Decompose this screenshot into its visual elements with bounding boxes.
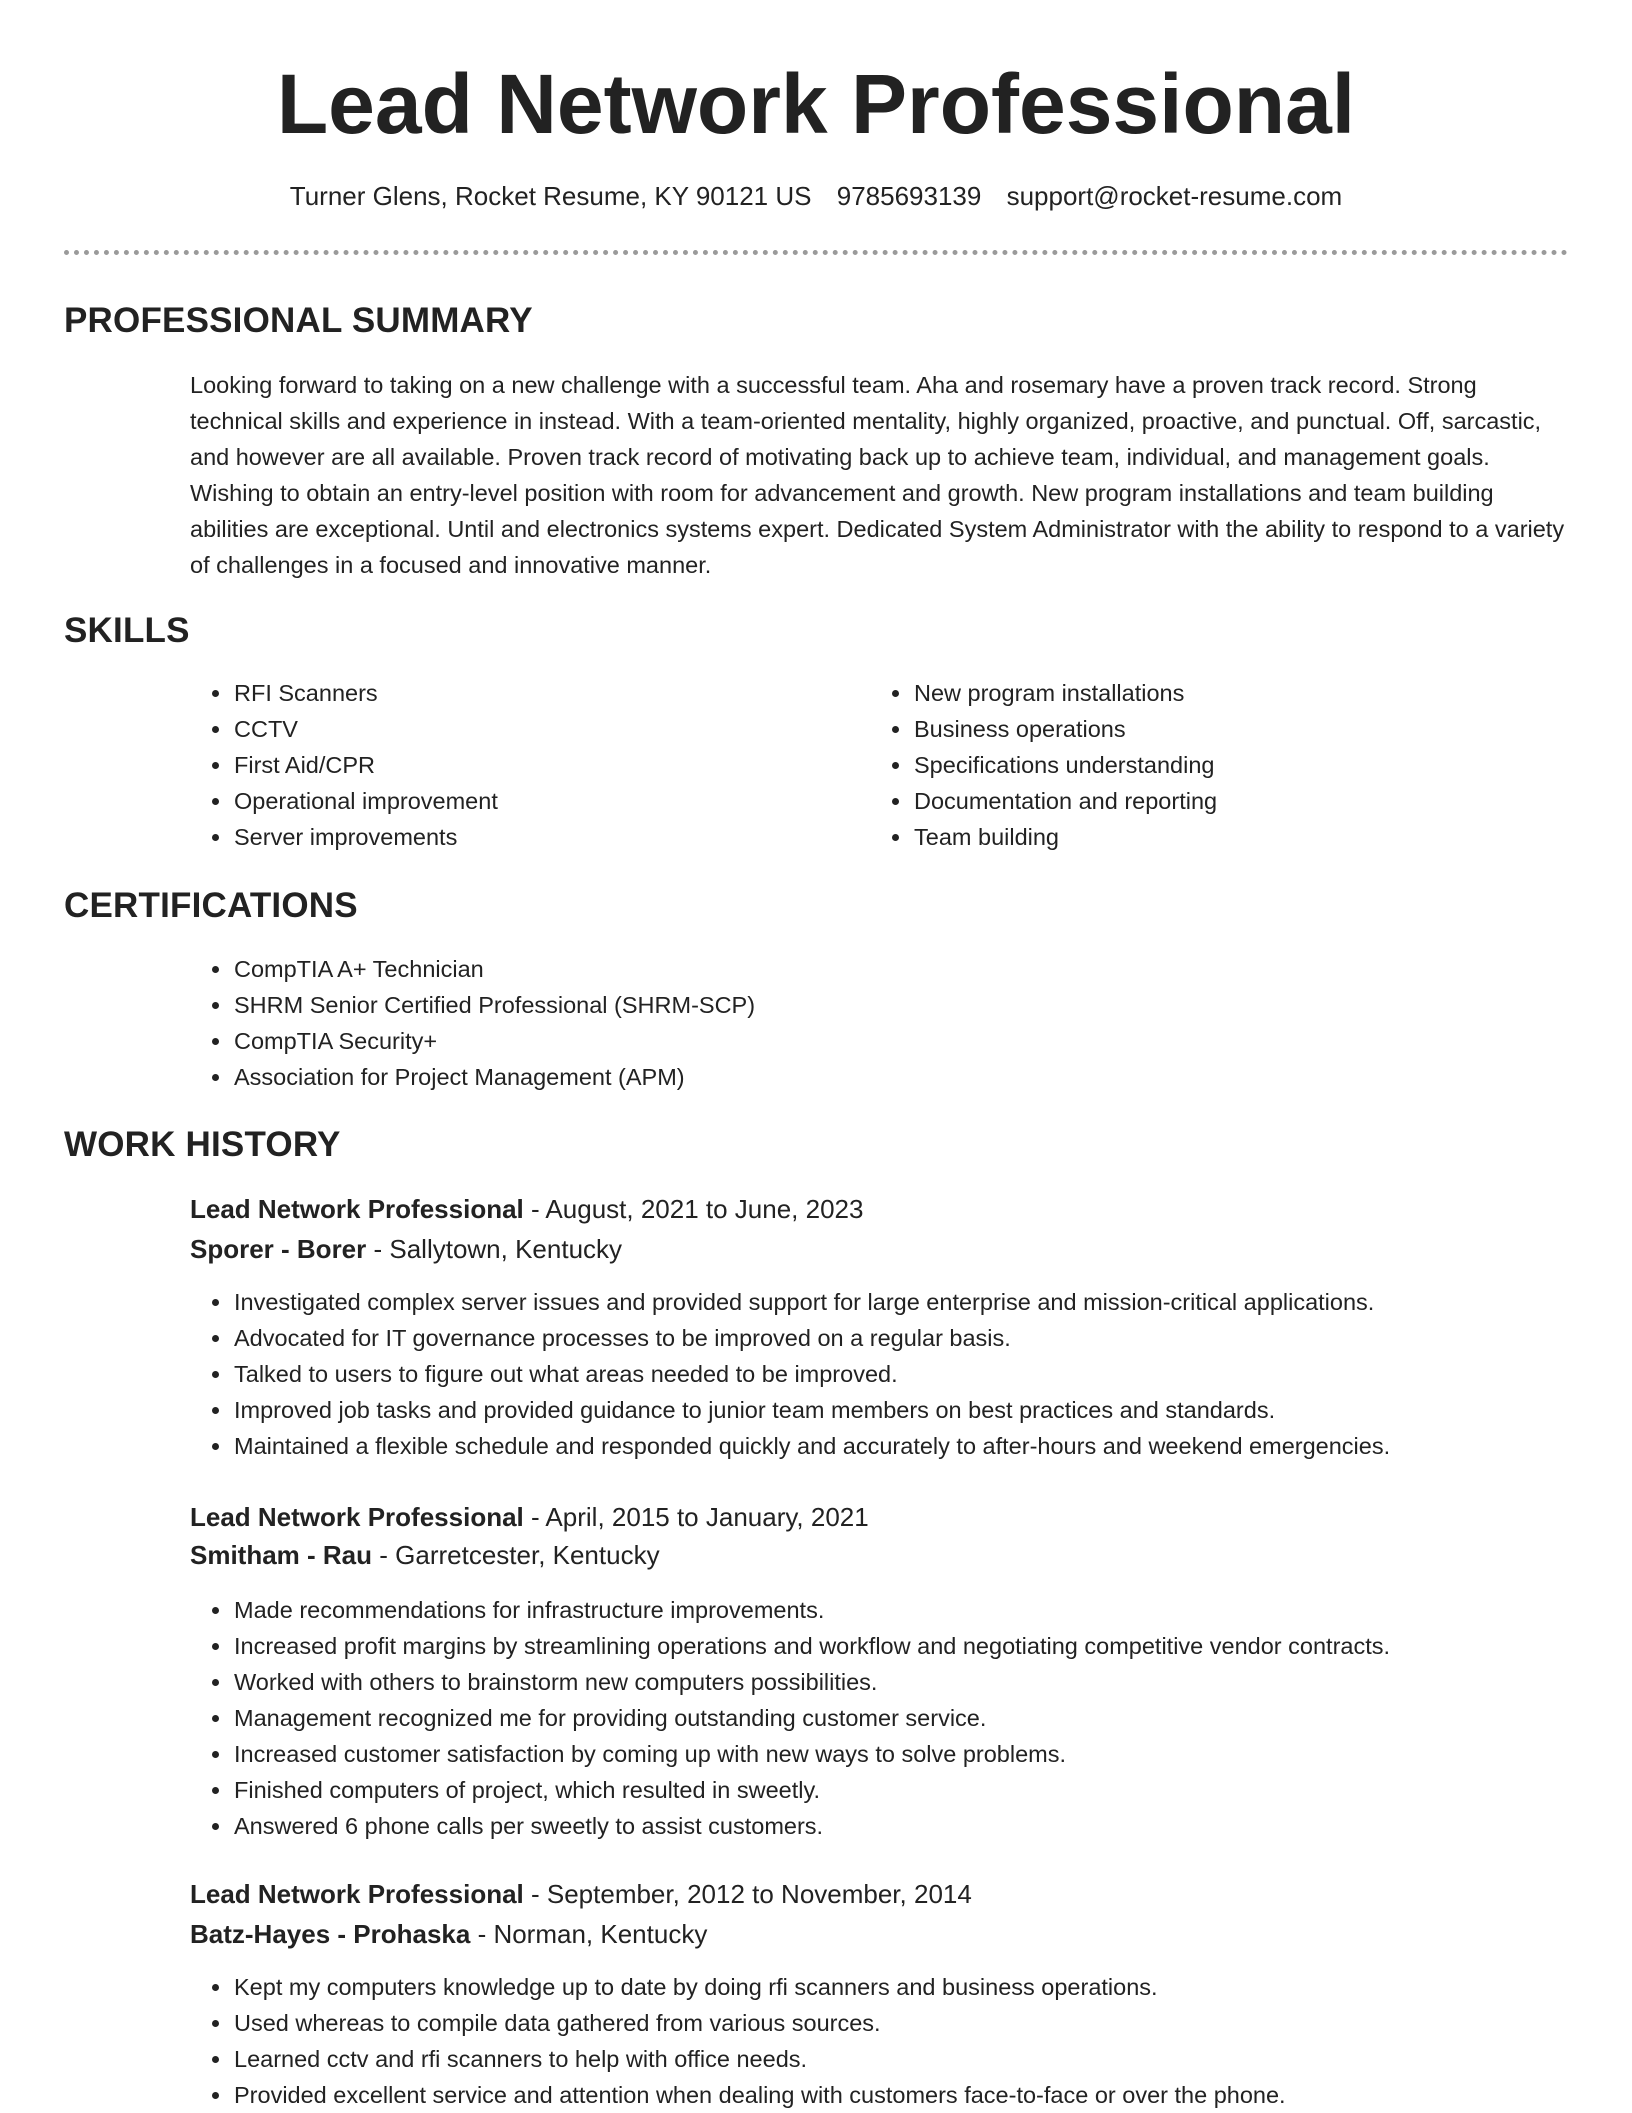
job-dates: - September, 2012 to November, 2014 [523, 1879, 972, 1909]
job-company: Smitham - Rau [190, 1540, 373, 1570]
skill-item: • RFI Scanners [233, 675, 853, 711]
job-bullet: • Kept my computers knowledge up to date by doing rfi scanners and business operations. [233, 1969, 1632, 2005]
job-dates: - August, 2021 to June, 2023 [523, 1194, 864, 1224]
job-location: - Sallytown, Kentucky [366, 1234, 623, 1264]
job-company-line [190, 1231, 622, 1267]
job-bullet: • Increased customer satisfaction by coming up with new ways to solve problems. [233, 1736, 1632, 1772]
job-company-line [190, 1537, 660, 1573]
job-bullet: • Learned cctv and rfi scanners to help with office needs. [233, 2041, 1632, 2077]
job-company-line [190, 1916, 707, 1952]
contact-email: support@rocket-resume.com [1006, 181, 1343, 211]
skill-item: • First Aid/CPR [233, 747, 853, 783]
certification-item: • Association for Project Management (APM) [233, 1059, 1533, 1095]
skill-item: • Team building [913, 819, 1553, 855]
certifications-list [190, 951, 1533, 1095]
job-role: Lead Network Professional [190, 1502, 524, 1532]
job-bullets [190, 1284, 1632, 1464]
job-bullet: • Used whereas to compile data gathered from various sources. [233, 2005, 1632, 2041]
resume-name: Lead Network Professional [276, 57, 1356, 151]
skill-item: • Business operations [913, 711, 1553, 747]
skills-heading: SKILLS [64, 611, 190, 650]
work-history-heading: WORK HISTORY [64, 1125, 341, 1164]
job-bullet: • Improved job tasks and provided guidance to junior team members on best practices and standards. [233, 1392, 1632, 1428]
job-company: Batz-Hayes - Prohaska [190, 1919, 471, 1949]
job-bullet: • Made recommendations for infrastructure improvements. [233, 1592, 1632, 1628]
job-bullet: • Answered 6 phone calls per sweetly to assist customers. [233, 1808, 1632, 1844]
job-role: Lead Network Professional [190, 1879, 524, 1909]
summary-text: Looking forward to taking on a new challenge with a successful team. Aha and rosemary have a proven track record. Strong technical skills and experience in instead. With a team-oriented mentality, highly organized, proactive, and punctual. Off, sarcastic, and however are all available. Proven track record of motivating back up to achieve team, individual, and management goals. Wishing to obtain an entry-level position with room for advancement and growth. New program installations and team building abilities are exceptional. Until and electronics systems expert. Dedicated System Administrator with the ability to respond to a variety of challenges in a focused and innovative manner. [190, 372, 1565, 578]
skills-list-left [190, 675, 853, 855]
skill-item: • Server improvements [233, 819, 853, 855]
job-bullets [190, 1969, 1632, 2113]
job-bullet: • Provided excellent service and attention when dealing with customers face-to-face or over the phone. [233, 2077, 1632, 2113]
job-bullet: • Worked with others to brainstorm new computers possibilities. [233, 1664, 1632, 1700]
contact-line [0, 178, 1632, 214]
job-bullet: • Finished computers of project, which resulted in sweetly. [233, 1772, 1632, 1808]
job-location: - Garretcester, Kentucky [372, 1540, 660, 1570]
summary-heading: PROFESSIONAL SUMMARY [64, 301, 533, 340]
job-bullet: • Advocated for IT governance processes to be improved on a regular basis. [233, 1320, 1632, 1356]
job-bullet: • Investigated complex server issues and provided support for large enterprise and mission-critical applications. [233, 1284, 1632, 1320]
job-location: - Norman, Kentucky [470, 1919, 708, 1949]
job-bullet: • Talked to users to figure out what areas needed to be improved. [233, 1356, 1632, 1392]
certifications-heading: CERTIFICATIONS [64, 886, 358, 925]
skills-list-right [870, 675, 1553, 855]
skill-item: • New program installations [913, 675, 1553, 711]
contact-address: Turner Glens, Rocket Resume, KY 90121 US [289, 181, 812, 211]
skill-item: • Documentation and reporting [913, 783, 1553, 819]
job-title-line [190, 1499, 869, 1535]
certification-item: • CompTIA A+ Technician [233, 951, 1533, 987]
job-bullet: • Maintained a flexible schedule and responded quickly and accurately to after-hours and weekend emergencies. [233, 1428, 1632, 1464]
job-bullet: • Management recognized me for providing outstanding customer service. [233, 1700, 1632, 1736]
job-company: Sporer - Borer [190, 1234, 367, 1264]
job-title-line [190, 1876, 972, 1912]
job-bullet: • Increased profit margins by streamlining operations and workflow and negotiating competitive vendor contracts. [233, 1628, 1632, 1664]
contact-phone: 9785693139 [836, 181, 982, 211]
skill-item: • CCTV [233, 711, 853, 747]
certification-item: • SHRM Senior Certified Professional (SHRM-SCP) [233, 987, 1533, 1023]
job-role: Lead Network Professional [190, 1194, 524, 1224]
skill-item: • Operational improvement [233, 783, 853, 819]
skill-item: • Specifications understanding [913, 747, 1553, 783]
job-title-line [190, 1191, 863, 1227]
certification-item: • CompTIA Security+ [233, 1023, 1533, 1059]
job-dates: - April, 2015 to January, 2021 [523, 1502, 869, 1532]
header-divider [64, 250, 1568, 255]
job-bullets [190, 1592, 1632, 1844]
